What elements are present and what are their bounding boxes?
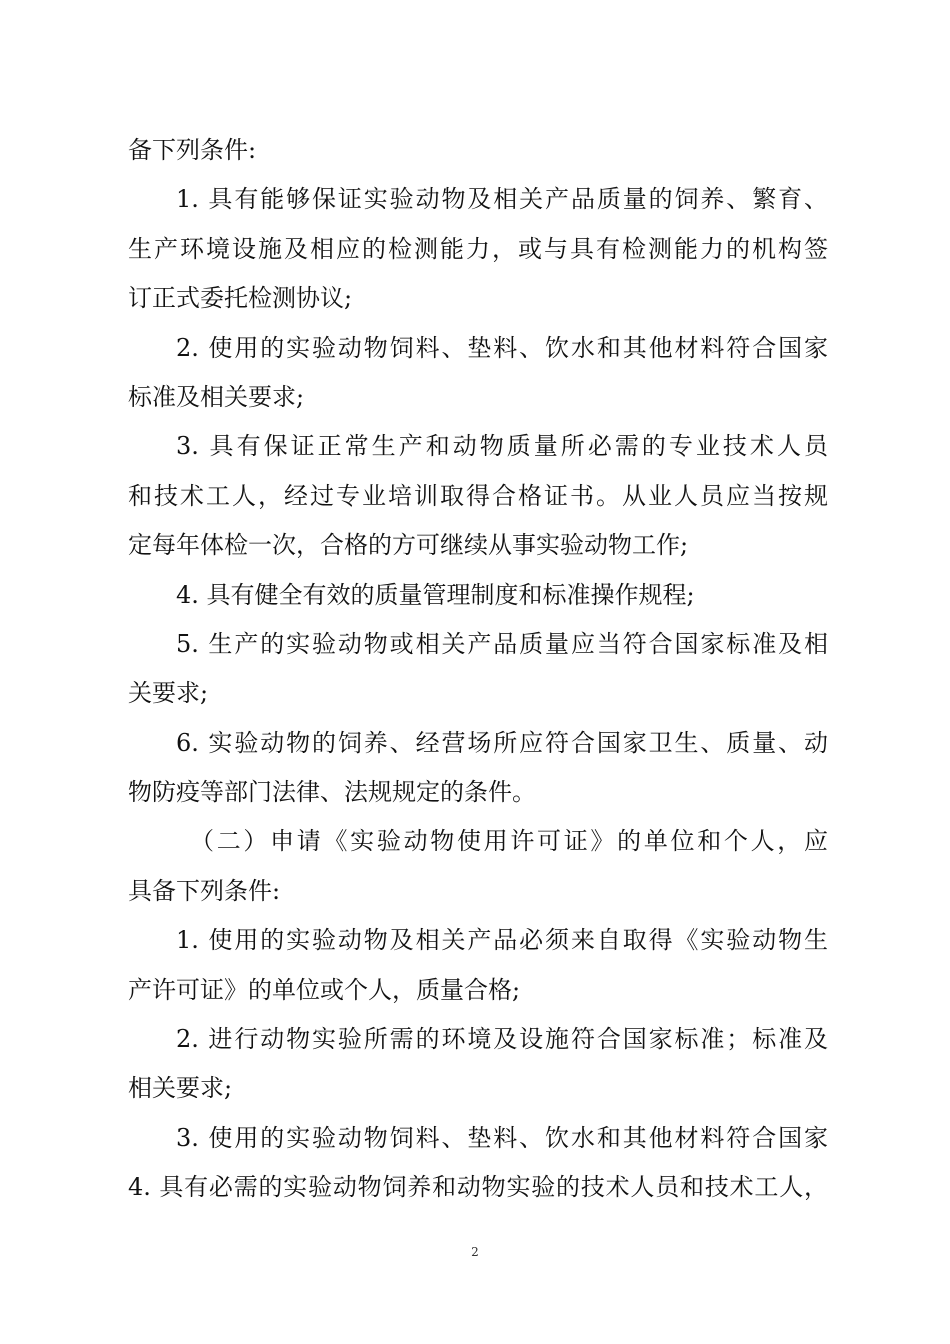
text-line: 具备下列条件: (128, 876, 281, 905)
list-item-production-2: 2. 使用的实验动物饲料、垫料、饮水和其他材料符合国家 (176, 333, 828, 362)
list-item-production-6: 6. 实验动物的饲养、经营场所应符合国家卫生、质量、动 (176, 728, 828, 757)
list-item-production-4: 4. 具有健全有效的质量管理制度和标准操作规程; (176, 580, 695, 609)
list-item-usage-4: 4. 具有必需的实验动物饲养和动物实验的技术人员和技术工人， (128, 1173, 828, 1202)
list-item-usage-1: 1. 使用的实验动物及相关产品必须来自取得《实验动物生 (176, 926, 828, 955)
list-item-production-3: 3. 具有保证正常生产和动物质量所必需的专业技术人员 (176, 432, 828, 461)
section-heading-usage-license: （二）申请《实验动物使用许可证》的单位和个人，应 (190, 827, 828, 856)
text-line: 产许可证》的单位或个人，质量合格; (128, 975, 521, 1004)
document-body (128, 126, 828, 1213)
text-line: 关要求; (128, 679, 209, 708)
list-item-production-5: 5. 生产的实验动物或相关产品质量应当符合国家标准及相 (176, 629, 828, 658)
text-line: 生产环境设施及相应的检测能力，或与具有检测能力的机构签 (128, 234, 828, 263)
text-line: 备下列条件: (128, 136, 257, 164)
list-item-production-1: 1. 具有能够保证实验动物及相关产品质量的饲养、繁育、 (176, 185, 828, 214)
text-line: 定每年体检一次，合格的方可继续从事实验动物工作; (128, 531, 689, 560)
text-line: 相关要求; (128, 1074, 233, 1103)
text-line: 订正式委托检测协议; (128, 284, 353, 313)
list-item-usage-2: 2. 进行动物实验所需的环境及设施符合国家标准；标准及 (176, 1025, 828, 1054)
text-line: 标准及相关要求; (128, 382, 305, 411)
list-item-usage-3: 3. 使用的实验动物饲料、垫料、饮水和其他材料符合国家 (176, 1123, 828, 1152)
text-line: 和技术工人，经过专业培训取得合格证书。从业人员应当按规 (128, 481, 828, 510)
page-number: 2 (471, 1245, 479, 1259)
text-line: 物防疫等部门法律、法规规定的条件。 (128, 778, 536, 807)
